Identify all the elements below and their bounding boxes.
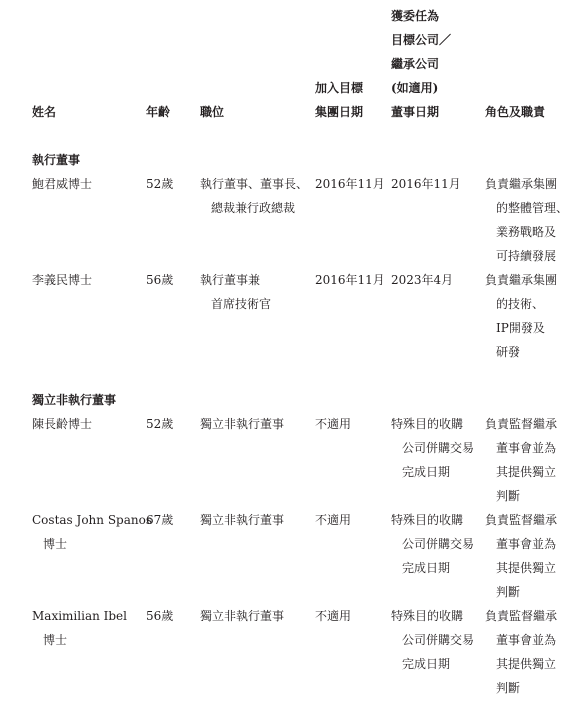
position-line: 首席技術官 [211,297,272,311]
roles-line: 董事會並為 [496,441,557,455]
director-roles [485,172,568,268]
roles-line: 的整體管理、 [496,201,569,215]
roles-line: 其提供獨立 [496,657,557,671]
director-join-date: 不適用 [315,417,352,431]
director-appointment-date: 2016年11月 [391,177,461,191]
appointment-line: 特殊目的收購 [391,417,464,431]
header-position: 職位 [200,105,225,119]
director-name: 陳長齡博士 [32,417,93,431]
director-roles [485,268,557,364]
director-age: 52歲 [146,177,174,191]
director-name: 李義民博士 [32,273,93,287]
position-line: 總裁兼行政總裁 [211,201,296,215]
roles-line: 負責繼承集團 [485,273,558,287]
roles-line: 負責繼承集團 [485,177,558,191]
director-appointment-date [391,604,474,676]
director-age: 56歲 [146,609,174,623]
roles-line: 負責監督繼承 [485,417,558,431]
director-position: 獨立非執行董事 [200,513,285,527]
director-position: 獨立非執行董事 [200,609,285,623]
director-age: 56歲 [146,273,174,287]
header-appointment-line: (如適用) [391,81,439,95]
section-title-executive: 執行董事 [32,153,81,167]
director-join-date: 不適用 [315,513,352,527]
director-name: 鮑君威博士 [32,177,93,191]
roles-line: 的技術、 [496,297,545,311]
roles-line: 負責監督繼承 [485,609,558,623]
director-appointment-date: 2023年4月 [391,273,454,287]
roles-line: 研發 [496,345,521,359]
position-line: 執行董事、董事長、 [200,177,309,191]
roles-line: 負責監督繼承 [485,513,558,527]
header-appointment-line: 獲委任為 [391,9,440,23]
header-appointment-line: 董事日期 [391,105,440,119]
header-join-date-line: 集團日期 [315,105,364,119]
appointment-line: 特殊目的收購 [391,609,464,623]
roles-line: 判斷 [496,585,521,599]
appointment-line: 完成日期 [402,465,451,479]
roles-line: 其提供獨立 [496,561,557,575]
name-line: 博士 [43,537,68,551]
header-age: 年齡 [146,105,171,119]
name-line: Costas John Spanos [32,513,152,527]
director-roles [485,604,557,700]
position-line: 執行董事兼 [200,273,261,287]
roles-line: 董事會並為 [496,633,557,647]
director-age: 52歲 [146,417,174,431]
appointment-line: 特殊目的收購 [391,513,464,527]
appointment-line: 完成日期 [402,561,451,575]
header-roles: 角色及職責 [485,105,546,119]
appointment-line: 完成日期 [402,657,451,671]
director-position: 獨立非執行董事 [200,417,285,431]
roles-line: 董事會並為 [496,537,557,551]
header-name: 姓名 [32,105,57,119]
director-name [32,604,127,652]
director-join-date: 2016年11月 [315,273,385,287]
director-position [200,268,271,316]
director-join-date: 2016年11月 [315,177,385,191]
section-title-independent: 獨立非執行董事 [32,393,117,407]
director-appointment-date [391,508,474,580]
header-join-date-line: 加入目標 [315,81,364,95]
director-appointment-date [391,412,474,484]
director-age: 67歲 [146,513,174,527]
name-line: 博士 [43,633,68,647]
roles-line: 判斷 [496,489,521,503]
roles-line: 可持續發展 [496,249,557,263]
header-appointment-date [391,4,451,124]
appointment-line: 公司併購交易 [402,537,475,551]
header-appointment-line: 繼承公司 [391,57,440,71]
roles-line: 業務戰略及 [496,225,557,239]
appointment-line: 公司併購交易 [402,633,475,647]
roles-line: 判斷 [496,681,521,695]
director-position [200,172,308,220]
appointment-line: 公司併購交易 [402,441,475,455]
header-join-date [315,76,363,124]
director-name [32,508,152,556]
name-line: Maximilian Ibel [32,609,127,623]
roles-line: IP開發及 [496,321,545,335]
director-roles [485,412,557,508]
director-roles [485,508,557,604]
director-join-date: 不適用 [315,609,352,623]
header-appointment-line: 目標公司／ [391,33,452,47]
roles-line: 其提供獨立 [496,465,557,479]
